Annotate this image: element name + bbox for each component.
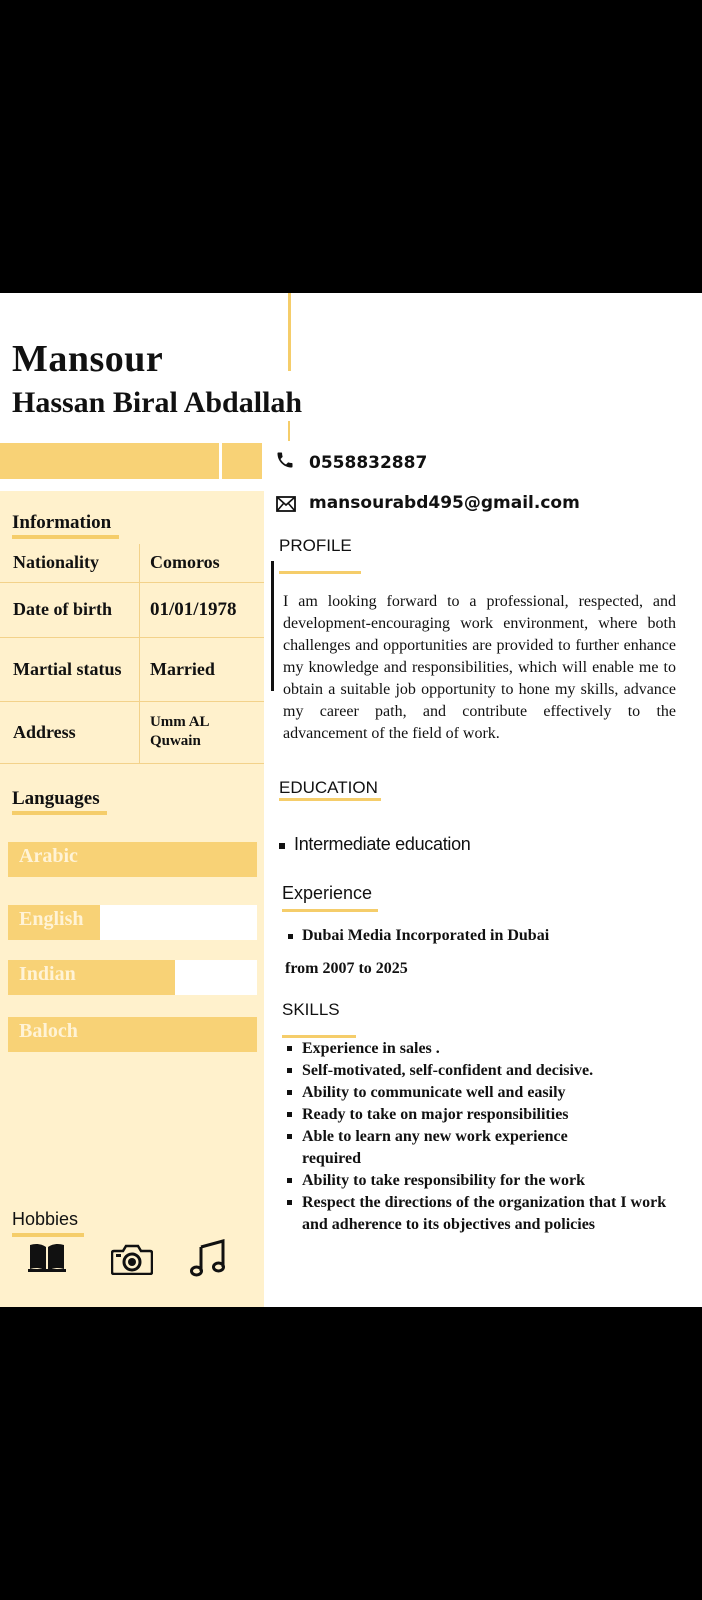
info-value: 01/01/1978 — [139, 582, 264, 637]
camera-icon — [111, 1243, 153, 1275]
info-row-dob — [0, 582, 264, 637]
resume-page — [0, 293, 702, 1307]
heading-underline — [12, 811, 107, 815]
info-row-marital-status — [0, 637, 264, 701]
heading-underline — [12, 1233, 84, 1237]
full-name: Hassan Biral Abdallah — [12, 386, 303, 419]
information-table — [0, 544, 264, 764]
profile-accent-bar — [271, 561, 274, 691]
info-value: Married — [139, 637, 264, 701]
skills-heading: SKILLS — [282, 1000, 340, 1019]
skill-item: Ready to take on major responsibilities — [302, 1104, 702, 1126]
music-note-icon — [189, 1237, 229, 1277]
language-name: Indian — [19, 963, 76, 985]
experience-item: Dubai Media Incorporated in Dubai — [302, 927, 550, 944]
heading-underline — [12, 535, 119, 539]
info-value: Comoros — [139, 544, 264, 582]
skill-item: Self-motivated, self-confident and decisive. — [302, 1060, 702, 1082]
skill-item: Experience in sales . — [302, 1038, 702, 1060]
heading-underline — [279, 798, 381, 801]
info-label: Address — [0, 701, 139, 763]
experience-heading: Experience — [282, 883, 373, 903]
language-bar-baloch — [8, 1017, 257, 1052]
info-label: Martial status — [0, 637, 139, 701]
profile-text: I am looking forward to a professional, respected, and development-encouraging work environment, where both challenges and opportunities are provided to further enhance my knowledge and responsibilities, which will enable me to obtain a suitable job opportunity to hone my skills, advance my career path, and contribute effectively to the advancement of the field of work. — [283, 593, 676, 742]
skill-item: Ability to take responsibility for the work — [302, 1170, 702, 1192]
experience-period: from 2007 to 2025 — [285, 960, 408, 977]
heading-underline — [282, 909, 378, 912]
language-name: Arabic — [19, 845, 78, 867]
skill-item: Ability to communicate well and easily — [302, 1082, 702, 1104]
email-address[interactable]: mansourabd495@gmail.com — [309, 493, 580, 513]
bullet — [288, 934, 293, 939]
skill-item: Able to learn any new work experience required — [302, 1126, 602, 1170]
accent-band — [0, 443, 219, 479]
hobbies-heading: Hobbies — [12, 1209, 79, 1229]
info-row-nationality — [0, 544, 264, 582]
info-label: Nationality — [0, 544, 139, 582]
education-heading: EDUCATION — [279, 778, 378, 797]
information-heading: Information — [12, 512, 112, 533]
skills-list — [283, 1038, 702, 1236]
education-item: Intermediate education — [294, 834, 471, 854]
language-bar-arabic — [8, 842, 257, 877]
phone-icon — [275, 450, 295, 470]
language-bar-indian — [8, 960, 257, 995]
accent-band — [222, 443, 262, 479]
info-value: Umm AL Quwain — [139, 701, 264, 763]
heading-underline — [279, 571, 361, 574]
info-row-address — [0, 701, 264, 763]
bullet — [279, 843, 285, 849]
language-name: English — [19, 908, 84, 930]
vertical-divider — [288, 421, 290, 441]
language-bar-english — [8, 905, 257, 940]
phone-number[interactable]: 0558832887 — [309, 453, 428, 473]
languages-heading: Languages — [12, 788, 100, 809]
language-name: Baloch — [19, 1020, 78, 1042]
skill-item: Respect the directions of the organization that I work and adherence to its objectives and policies — [302, 1192, 672, 1236]
profile-heading: PROFILE — [279, 536, 352, 555]
info-label: Date of birth — [0, 582, 139, 637]
first-name: Mansour — [12, 338, 164, 380]
vertical-divider — [288, 293, 291, 371]
book-icon — [28, 1241, 66, 1273]
envelope-icon — [276, 496, 296, 512]
